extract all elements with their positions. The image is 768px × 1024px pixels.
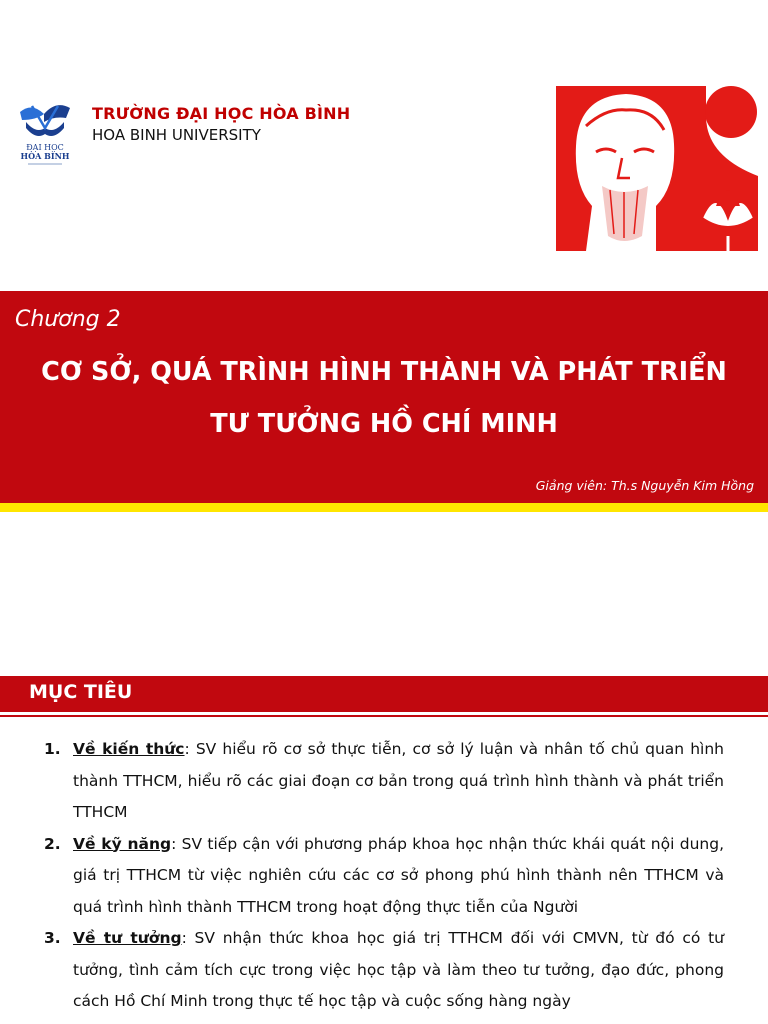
logo-line2: HÒA BÌNH (20, 151, 70, 161)
chapter-banner (0, 291, 768, 504)
chapter-label: Chương 2 (15, 307, 121, 332)
objectives-list (40, 734, 724, 1018)
objective-item-knowledge (40, 734, 724, 829)
ho-chi-minh-portrait-image (556, 86, 758, 251)
objective-item-ideology (40, 923, 724, 1018)
university-name-vn: TRƯỜNG ĐẠI HỌC HÒA BÌNH (92, 104, 351, 123)
objective-text: : SV hiểu rõ cơ sở thực tiễn, cơ sở lý luận và nhân tố chủ quan hình thành TTHCM, hiểu rõ các giai đoạn cơ bản trong quá trình hình thành và phát triển TTHCM (73, 740, 725, 821)
objective-label: Về kiến thức (73, 740, 185, 758)
university-name (92, 104, 350, 144)
objective-text: : SV nhận thức khoa học giá trị TTHCM đối với CMVN, từ đó có tư tưởng, tình cảm tích cực trong việc học tập và làm theo tư tưởng, đạo đức, phong cách Hồ Chí Minh trong thực tế học tập và cuộc sống hàng ngày (73, 929, 724, 1010)
objectives-header-bar (0, 676, 768, 712)
lecturer-name: Giảng viên: Th.s Nguyễn Kim Hồng (535, 478, 754, 493)
university-name-en: HOA BINH UNIVERSITY (92, 126, 261, 144)
logo-line1: ĐẠI HỌC (26, 143, 64, 152)
objective-number: 2. (44, 834, 61, 853)
objectives-heading: MỤC TIÊU (29, 681, 133, 703)
objective-label: Về kỹ năng (73, 834, 172, 853)
objective-number: 1. (44, 740, 61, 758)
university-logo (14, 98, 76, 170)
header-underline (0, 715, 768, 717)
yellow-divider (0, 503, 768, 512)
objective-text: : SV tiếp cận với phương pháp khoa học nhận thức khái quát nội dung, giá trị TTHCM từ việc nghiên cứu các cơ sở phong phú hình thành nên TTHCM và quá trình hình thành TTHCM trong hoạt động thực tiễn của Người (73, 834, 724, 916)
objectives-slide (0, 538, 768, 1024)
objective-number: 3. (44, 929, 61, 947)
chapter-title-line1: CƠ SỞ, QUÁ TRÌNH HÌNH THÀNH VÀ PHÁT TRIỂN (41, 357, 727, 387)
objective-item-skills (40, 829, 724, 924)
book-wave-icon (14, 98, 76, 170)
objective-label: Về tư tưởng (73, 929, 182, 947)
chapter-title-line2: TƯ TƯỞNG HỒ CHÍ MINH (210, 409, 558, 439)
